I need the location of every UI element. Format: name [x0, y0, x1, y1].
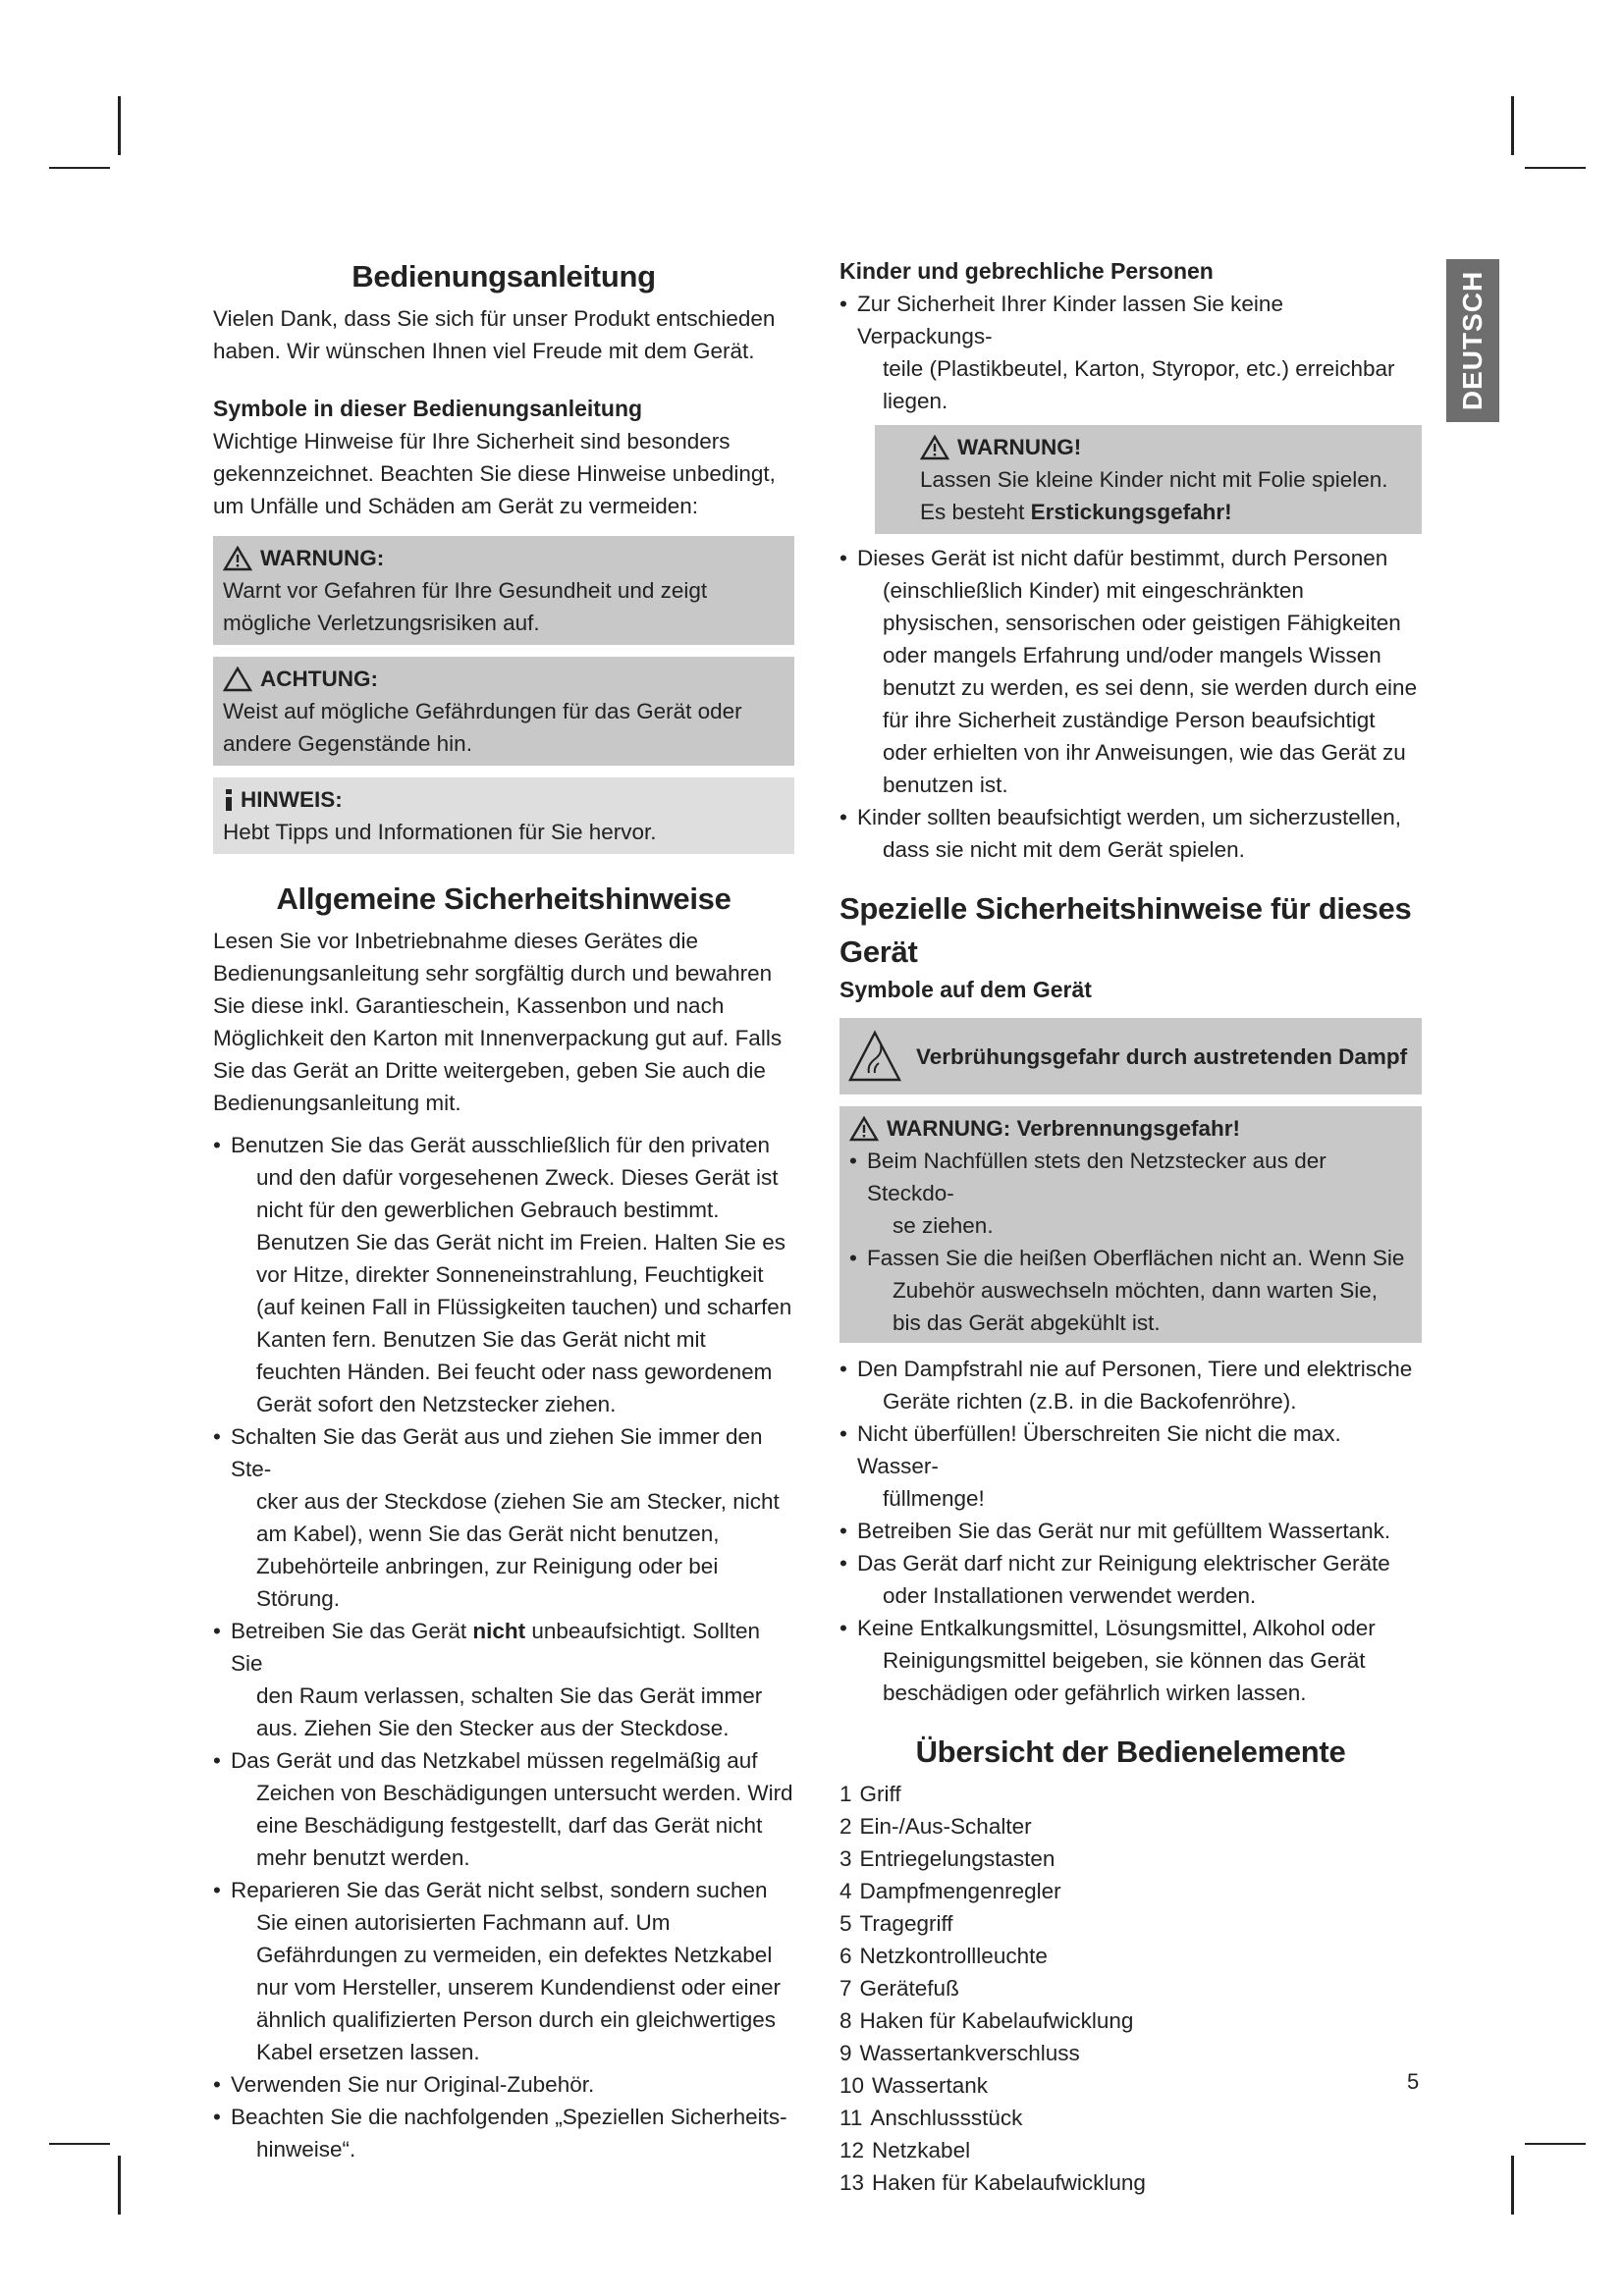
kinder-warnung-line1: Lassen Sie kleine Kinder nicht mit Folie spielen. [920, 467, 1388, 492]
part-item [839, 1940, 1422, 1972]
part-item [839, 2004, 1422, 2037]
hinweis-box [213, 777, 794, 854]
kinder-list-1 [839, 288, 1422, 417]
part-number: 13 [839, 2170, 865, 2195]
list-item: • Kinder sollten beaufsichtigt werden, um sicherzustellen, dass sie nicht mit dem Gerät spielen. [839, 801, 1422, 866]
right-column [839, 255, 1422, 2199]
kinder-warnung-box [875, 425, 1422, 534]
list-item: • Benutzen Sie das Gerät ausschließlich für den privaten und den dafür vorgesehenen Zweck. Dieses Gerät ist nicht für den gewerblichen Gebrauch bestimmt. Benutzen Sie das Gerät nicht im Freien. Halten Sie es vor Hitze, direkter Sonneneinstrahlung, Feuchtigkeit (auf keinen Fall in Flüssigkeiten tauchen) und scharfen Kanten fern. Benutzen Sie das Gerät nicht mit feuchten Händen. Bei feucht oder nass gewordenem Gerät sofort den Netzstecker ziehen. [213, 1129, 794, 1420]
part-item [839, 1810, 1422, 1842]
part-label: Griff [859, 1782, 901, 1806]
language-tab [1446, 259, 1499, 422]
part-item [839, 2134, 1422, 2166]
list-item: • Das Gerät und das Netzkabel müssen regelmäßig auf Zeichen von Beschädigungen untersucht werden. Wird eine Beschädigung festgestellt, darf das Gerät nicht mehr benutzt werden. [213, 1744, 794, 1874]
part-label: Netzkontrollleuchte [859, 1944, 1048, 1968]
title-uebersicht-bedienelemente: Übersicht der Bedienelemente [915, 1735, 1346, 1769]
part-item [839, 1778, 1422, 1810]
list-item: • Keine Entkalkungsmittel, Lösungsmittel, Alkohol oder Reinigungsmittel beigeben, sie können das Gerät beschädigen oder gefährlich wirken lassen. [839, 1612, 1422, 1709]
crop-mark [49, 2143, 110, 2145]
achtung-label: ACHTUNG: [260, 667, 378, 691]
title-spezielle-sicherheitshinweise: Spezielle Sicherheitshinweise für dieses Gerät [839, 891, 1412, 969]
part-item [839, 1875, 1422, 1907]
part-number: 8 [839, 2008, 852, 2033]
part-label: Wassertank [872, 2073, 988, 2098]
language-tab-label: DEUTSCH [1457, 270, 1488, 411]
part-item [839, 1907, 1422, 1940]
hinweis-text: Hebt Tipps und Informationen für Sie hervor. [223, 820, 657, 844]
kinder-warnung-label: WARNUNG! [957, 435, 1082, 459]
kinder-list-2 [839, 542, 1422, 866]
part-label: Ein-/Aus-Schalter [859, 1814, 1032, 1839]
crop-mark [1525, 2143, 1586, 2145]
caution-triangle-icon [223, 667, 252, 692]
part-number: 4 [839, 1879, 852, 1903]
part-number: 12 [839, 2138, 865, 2163]
symbols-text: Wichtige Hinweise für Ihre Sicherheit sind besonders gekennzeichnet. Beachten Sie diese Hinweise unbedingt, um Unfälle und Schäden am Gerät zu vermeiden: [213, 429, 776, 518]
warning-triangle-icon [849, 1116, 879, 1142]
warnung-box [213, 536, 794, 645]
list-item: • Betreiben Sie das Gerät nur mit gefülltem Wassertank. [839, 1515, 1422, 1547]
part-number: 1 [839, 1782, 852, 1806]
list-item: • Verwenden Sie nur Original-Zubehör. [213, 2068, 794, 2101]
part-label: Tragegriff [859, 1911, 953, 1936]
achtung-box [213, 657, 794, 766]
title-allgemeine-sicherheitshinweise: Allgemeine Sicherheitshinweise [276, 881, 731, 916]
part-number: 11 [839, 2106, 863, 2130]
steam-hazard-icon [847, 1030, 902, 1083]
list-item: • Beim Nachfüllen stets den Netzstecker aus der Steckdo- se ziehen. [849, 1145, 1412, 1242]
part-number: 9 [839, 2041, 852, 2065]
kinder-warnung-line2: Es besteht Erstickungsgefahr! [920, 500, 1232, 524]
list-item: • Reparieren Sie das Gerät nicht selbst, sondern suchen Sie einen autorisierten Fachmann auf. Um Gefährdungen zu vermeiden, ein defektes Netzkabel nur vom Hersteller, unserem Kundendienst oder einer ähnlich qualifizierten Person durch ein gleichwertiges Kabel ersetzen lassen. [213, 1874, 794, 2068]
part-number: 10 [839, 2073, 865, 2098]
crop-mark [118, 2156, 121, 2215]
part-item [839, 2037, 1422, 2069]
crop-mark [118, 96, 121, 155]
part-label: Haken für Kabelaufwicklung [859, 2008, 1134, 2033]
burn-warnung-label: WARNUNG: Verbrennungsgefahr! [887, 1116, 1241, 1141]
hinweis-label: HINWEIS: [241, 787, 343, 812]
warning-triangle-icon [920, 435, 949, 460]
intro-text: Vielen Dank, dass Sie sich für unser Produkt entschieden haben. Wir wünschen Ihnen viel Freude mit dem Gerät. [213, 306, 776, 363]
steam-symbol-label: Verbrühungsgefahr durch austretenden Dampf [916, 1043, 1408, 1069]
warning-triangle-icon [223, 546, 252, 571]
symbols-heading: Symbole in dieser Bedienungsanleitung [213, 396, 643, 421]
general-bullet-list [213, 1129, 794, 2165]
part-label: Dampfmengenregler [859, 1879, 1061, 1903]
burn-list [849, 1145, 1412, 1339]
crop-mark [1525, 167, 1586, 169]
part-label: Haken für Kabelaufwicklung [872, 2170, 1146, 2195]
general-intro: Lesen Sie vor Inbetriebnahme dieses Gerätes die Bedienungsanleitung sehr sorgfältig durch und bewahren Sie diese inkl. Garantieschein, Kassenbon und nach Möglichkeit den Karton mit Innenverpackung gut auf. Falls Sie das Gerät an Dritte weitergeben, geben Sie auch die Bedienungsanleitung mit. [213, 929, 783, 1115]
achtung-text: Weist auf mögliche Gefährdungen für das Gerät oder andere Gegenstände hin. [223, 699, 742, 756]
title-bedienungsanleitung: Bedienungsanleitung [352, 259, 656, 294]
burn-warnung-box [839, 1106, 1422, 1343]
kinder-heading: Kinder und gebrechliche Personen [839, 258, 1214, 284]
steam-symbol-box [839, 1018, 1422, 1095]
list-item: • Nicht überfüllen! Überschreiten Sie nicht die max. Wasser- füllmenge! [839, 1417, 1422, 1515]
list-item: • Den Dampfstrahl nie auf Personen, Tiere und elektrische Geräte richten (z.B. in die Backofenröhre). [839, 1353, 1422, 1417]
part-item [839, 2166, 1422, 2199]
crop-mark [49, 167, 110, 169]
left-column [213, 255, 794, 2165]
parts-list [839, 1778, 1422, 2199]
symbols-device-heading: Symbole auf dem Gerät [839, 977, 1092, 1002]
part-label: Anschlussstück [870, 2106, 1023, 2130]
part-label: Entriegelungstasten [859, 1846, 1056, 1871]
crop-mark [1511, 96, 1514, 155]
part-number: 5 [839, 1911, 852, 1936]
part-number: 7 [839, 1976, 852, 2001]
part-number: 3 [839, 1846, 852, 1871]
part-number: 2 [839, 1814, 852, 1839]
part-number: 6 [839, 1944, 852, 1968]
part-item [839, 1972, 1422, 2004]
crop-mark [1511, 2156, 1514, 2215]
list-item: • Beachten Sie die nachfolgenden „Speziellen Sicherheits- hinweise“. [213, 2101, 794, 2165]
list-item: • Betreiben Sie das Gerät nicht unbeaufsichtigt. Sollten Sie den Raum verlassen, schalten Sie das Gerät immer aus. Ziehen Sie den Stecker aus der Steckdose. [213, 1615, 794, 1744]
list-item: • Das Gerät darf nicht zur Reinigung elektrischer Geräte oder Installationen verwendet werden. [839, 1547, 1422, 1612]
list-item: • Schalten Sie das Gerät aus und ziehen Sie immer den Ste- cker aus der Steckdose (ziehen Sie am Stecker, nicht am Kabel), wenn Sie das Gerät nicht benutzen, Zubehörteile anbringen, zur Reinigung oder bei Störung. [213, 1420, 794, 1615]
warnung-text: Warnt vor Gefahren für Ihre Gesundheit und zeigt mögliche Verletzungsrisiken auf. [223, 578, 708, 635]
part-label: Netzkabel [872, 2138, 971, 2163]
part-item [839, 2102, 1422, 2134]
list-item: • Dieses Gerät ist nicht dafür bestimmt, durch Personen (einschließlich Kinder) mit eingeschränkten physischen, sensorischen oder geistigen Fähigkeiten oder mangels Erfahrung und/oder mangels Wissen benutzt zu werden, es sei denn, sie werden durch eine für ihre Sicherheit zuständige Person beaufsichtigt oder erhielten von ihr Anweisungen, wie das Gerät zu benutzen ist. [839, 542, 1422, 801]
part-label: Gerätefuß [859, 1976, 959, 2001]
list-item: • Zur Sicherheit Ihrer Kinder lassen Sie keine Verpackungs- teile (Plastikbeutel, Karton, Styropor, etc.) erreichbar liegen. [839, 288, 1422, 417]
info-icon [223, 787, 237, 813]
part-item [839, 2069, 1422, 2102]
device-bullet-list [839, 1353, 1422, 1709]
page-number: 5 [1407, 2069, 1420, 2094]
part-item [839, 1842, 1422, 1875]
warnung-label: WARNUNG: [260, 546, 385, 570]
part-label: Wassertankverschluss [859, 2041, 1080, 2065]
list-item: • Fassen Sie die heißen Oberflächen nicht an. Wenn Sie Zubehör auswechseln möchten, dann warten Sie, bis das Gerät abgekühlt ist. [849, 1242, 1412, 1339]
